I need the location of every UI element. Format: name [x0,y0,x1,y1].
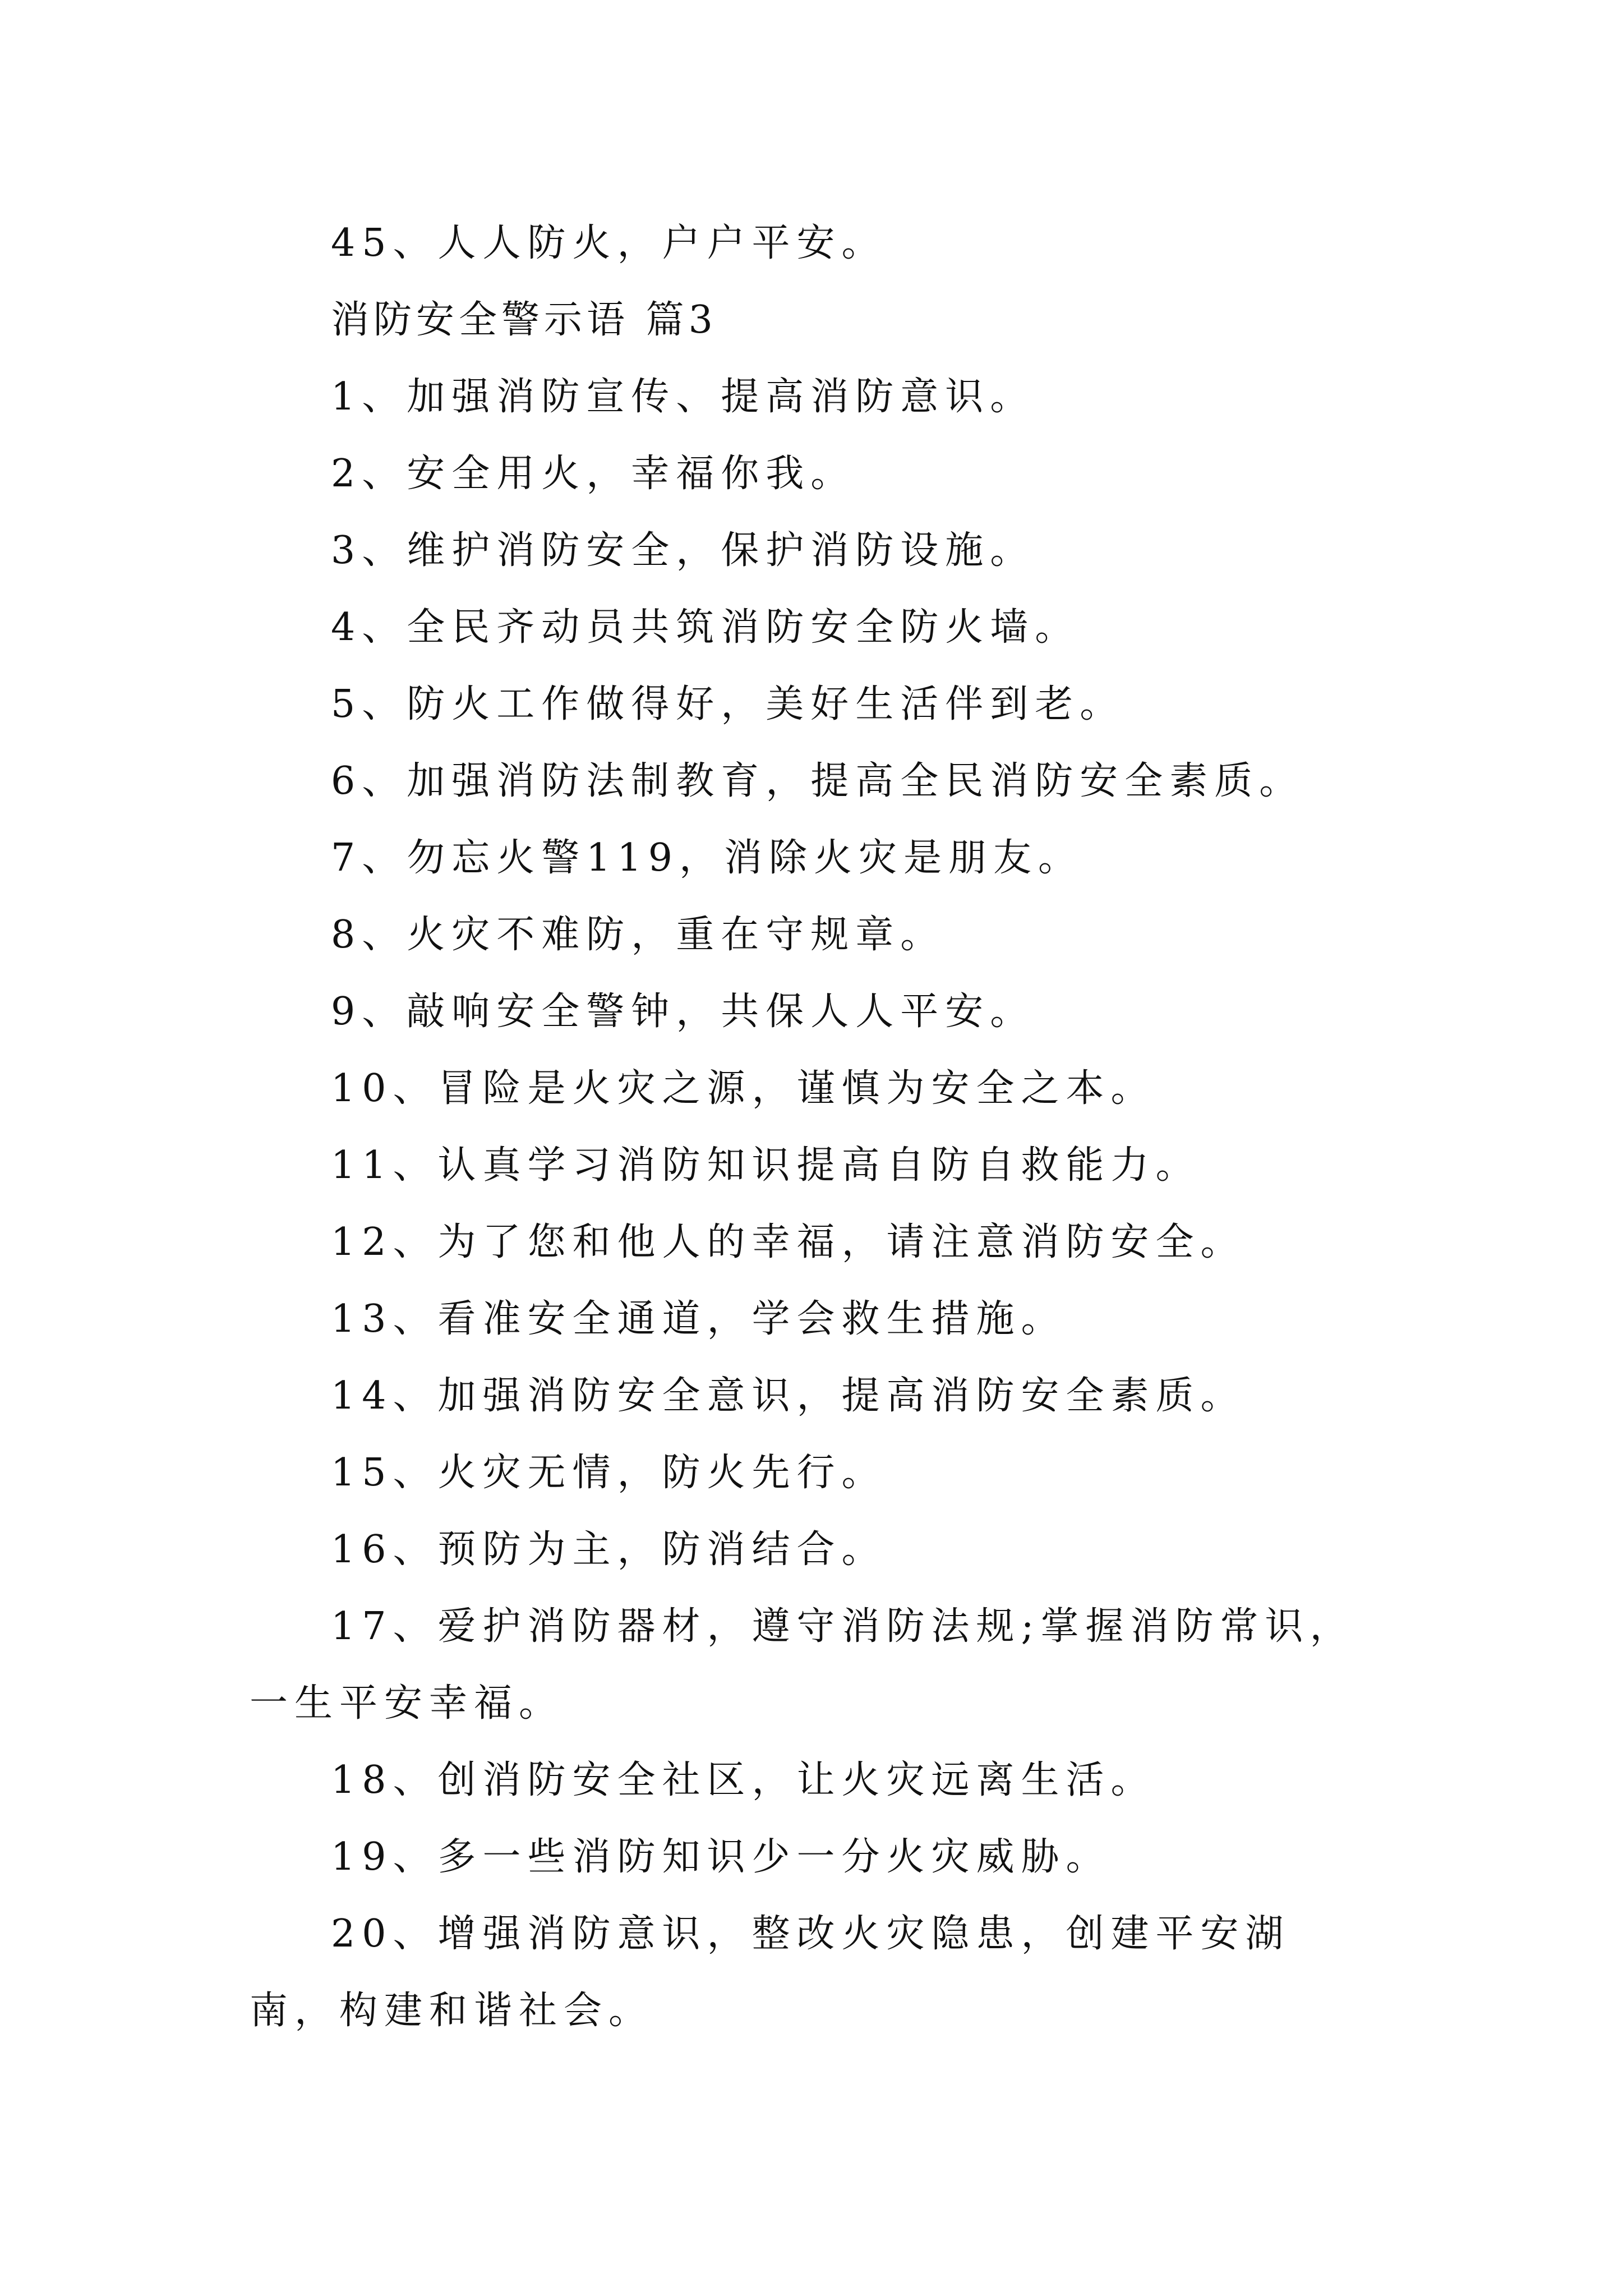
slogan-20: 20、增强消防意识，整改火灾隐患，创建平安湖南，构建和谐社会。 [250,1912,1290,2033]
slogan-12: 12、为了您和他人的幸福，请注意消防安全。 [331,1220,1246,1264]
slogan-15: 15、火灾无情，防火先行。 [331,1451,887,1495]
slogan-5: 5、防火工作做得好，美好生活伴到老。 [331,682,1125,726]
slogan-4: 4、全民齐动员共筑消防安全防火墙。 [331,605,1080,650]
slogan-9: 9、敲响安全警钟，共保人人平安。 [331,990,1035,1034]
slogan-16: 16、预防为主，防消结合。 [331,1527,887,1572]
section-heading: 消防安全警示语 篇3 [331,298,717,342]
slogan-2: 2、安全用火，幸福你我。 [331,452,856,496]
slogan-1: 1、加强消防宣传、提高消防意识。 [331,375,1035,419]
slogan-8: 8、火灾不难防，重在守规章。 [331,913,946,957]
document-body [250,205,1377,2049]
slogan-13: 13、看准安全通道，学会救生措施。 [331,1297,1066,1341]
slogan-11: 11、认真学习消防知识提高自防自救能力。 [331,1143,1201,1188]
slogan-10: 10、冒险是火灾之源，谨慎为安全之本。 [331,1066,1156,1111]
slogan-14: 14、加强消防安全意识，提高消防安全素质。 [331,1374,1246,1418]
slogan-6: 6、加强消防法制教育，提高全民消防安全素质。 [331,759,1304,803]
slogan-7: 7、勿忘火警119，消除火灾是朋友。 [331,836,1083,880]
slogan-17: 17、爱护消防器材，遵守消防法规;掌握消防常识，一生平安幸福。 [250,1604,1355,1726]
slogan-3: 3、维护消防安全，保护消防设施。 [331,528,1035,573]
slogan-18: 18、创消防安全社区，让火灾远离生活。 [331,1758,1156,1802]
slogan-45: 45、人人防火，户户平安。 [331,221,887,265]
slogan-19: 19、多一些消防知识少一分火灾威胁。 [331,1835,1111,1879]
